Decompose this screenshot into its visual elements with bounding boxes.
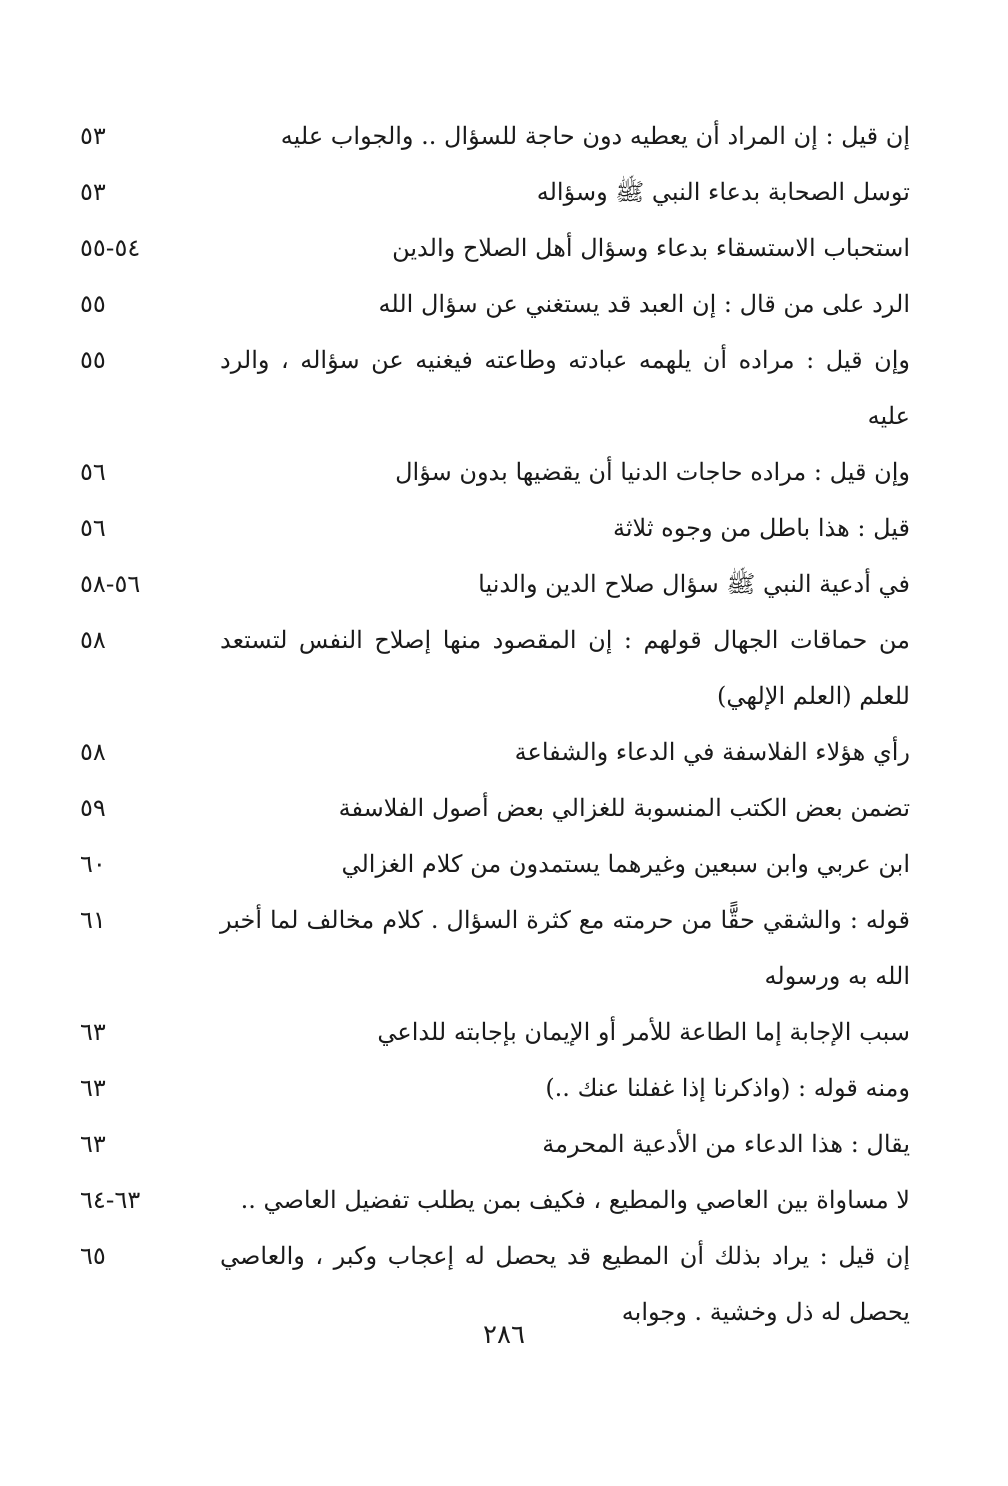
toc-entry-title: توسل الصحابة بدعاء النبي ﷺ وسؤاله bbox=[536, 178, 910, 206]
toc-entry bbox=[80, 780, 910, 836]
toc-entry-title: إن قيل : إن المراد أن يعطيه دون حاجة للسؤال .. والجواب عليه bbox=[280, 122, 910, 150]
toc-entry bbox=[80, 1172, 910, 1228]
toc-entry-title: وإن قيل : مراده حاجات الدنيا أن يقضيها بدون سؤال bbox=[395, 458, 910, 486]
page-number: ٢٨٦ bbox=[483, 1320, 525, 1350]
toc-entry-title: في أدعية النبي ﷺ سؤال صلاح الدين والدنيا bbox=[478, 570, 910, 598]
toc-entry-page: ٥٦ bbox=[80, 514, 106, 542]
toc-entry bbox=[80, 1116, 910, 1172]
toc-entry bbox=[80, 108, 910, 164]
toc-entry bbox=[80, 836, 910, 892]
toc-entry-title: استحباب الاستسقاء بدعاء وسؤال أهل الصلاح والدين bbox=[392, 234, 910, 262]
toc-entry-page: ٦٥ bbox=[80, 1242, 106, 1270]
toc-entry-title: قيل : هذا باطل من وجوه ثلاثة bbox=[612, 514, 910, 542]
toc-entry-page: ٦٣-٦٤ bbox=[80, 1186, 141, 1214]
toc-entry-page: ٦٣ bbox=[80, 1074, 106, 1102]
toc-entry-page: ٥٩ bbox=[80, 794, 106, 822]
toc-entry-page: ٦٣ bbox=[80, 1130, 106, 1158]
toc-entry bbox=[80, 444, 910, 500]
toc-entry-title: ومنه قوله : (واذكرنا إذا غفلنا عنك ..) bbox=[545, 1074, 910, 1102]
toc-entry bbox=[80, 500, 910, 556]
toc-entry-title: رأي هؤلاء الفلاسفة في الدعاء والشفاعة bbox=[514, 738, 910, 766]
toc-entry bbox=[80, 556, 910, 612]
toc-entry-page: ٦٣ bbox=[80, 1018, 106, 1046]
toc-entry-page: ٥٦-٥٨ bbox=[80, 570, 141, 598]
toc-entry bbox=[80, 892, 910, 1004]
toc-entry-title: وإن قيل : مراده أن يلهمه عبادته وطاعته فيغنيه عن سؤاله ، والرد عليه bbox=[220, 346, 910, 430]
toc-entry-page: ٥٦ bbox=[80, 458, 106, 486]
toc-entry-page: ٥٤-٥٥ bbox=[80, 234, 141, 262]
toc-entry bbox=[80, 1004, 910, 1060]
toc-entry-page: ٦١ bbox=[80, 906, 106, 934]
toc-entry bbox=[80, 164, 910, 220]
toc-entry-page: ٥٣ bbox=[80, 178, 106, 206]
toc-entry bbox=[80, 612, 910, 724]
toc-entry-title: من حماقات الجهال قولهم : إن المقصود منها إصلاح النفس لتستعد للعلم (العلم الإلهي) bbox=[220, 626, 910, 710]
toc-entry bbox=[80, 724, 910, 780]
table-of-contents bbox=[80, 108, 910, 1340]
toc-entry-title: سبب الإجابة إما الطاعة للأمر أو الإيمان بإجابته للداعي bbox=[377, 1018, 910, 1046]
toc-entry bbox=[80, 1060, 910, 1116]
toc-entry-page: ٥٨ bbox=[80, 738, 106, 766]
toc-entry-title: إن قيل : يراد بذلك أن المطيع قد يحصل له إعجاب وكبر ، والعاصي يحصل له ذل وخشية . وجوابه bbox=[220, 1242, 910, 1326]
toc-entry-title: لا مساواة بين العاصي والمطيع ، فكيف بمن يطلب تفضيل العاصي .. bbox=[240, 1186, 910, 1214]
toc-entry-title: ابن عربي وابن سبعين وغيرهما يستمدون من كلام الغزالي bbox=[341, 850, 910, 878]
toc-entry-title: الرد على من قال : إن العبد قد يستغني عن سؤال الله bbox=[378, 290, 910, 318]
toc-entry-page: ٥٥ bbox=[80, 290, 106, 318]
toc-entry-page: ٦٠ bbox=[80, 850, 106, 878]
toc-entry-page: ٥٨ bbox=[80, 626, 106, 654]
toc-entry-page: ٥٥ bbox=[80, 346, 106, 374]
toc-entry bbox=[80, 220, 910, 276]
toc-entry-title: يقال : هذا الدعاء من الأدعية المحرمة bbox=[542, 1130, 910, 1158]
toc-entry bbox=[80, 332, 910, 444]
toc-entry-title: قوله : والشقي حقًّا من حرمته مع كثرة السؤال . كلام مخالف لما أخبر الله به ورسوله bbox=[220, 906, 910, 990]
toc-entry-title: تضمن بعض الكتب المنسوبة للغزالي بعض أصول الفلاسفة bbox=[338, 794, 910, 822]
toc-entry-page: ٥٣ bbox=[80, 122, 106, 150]
toc-entry bbox=[80, 276, 910, 332]
